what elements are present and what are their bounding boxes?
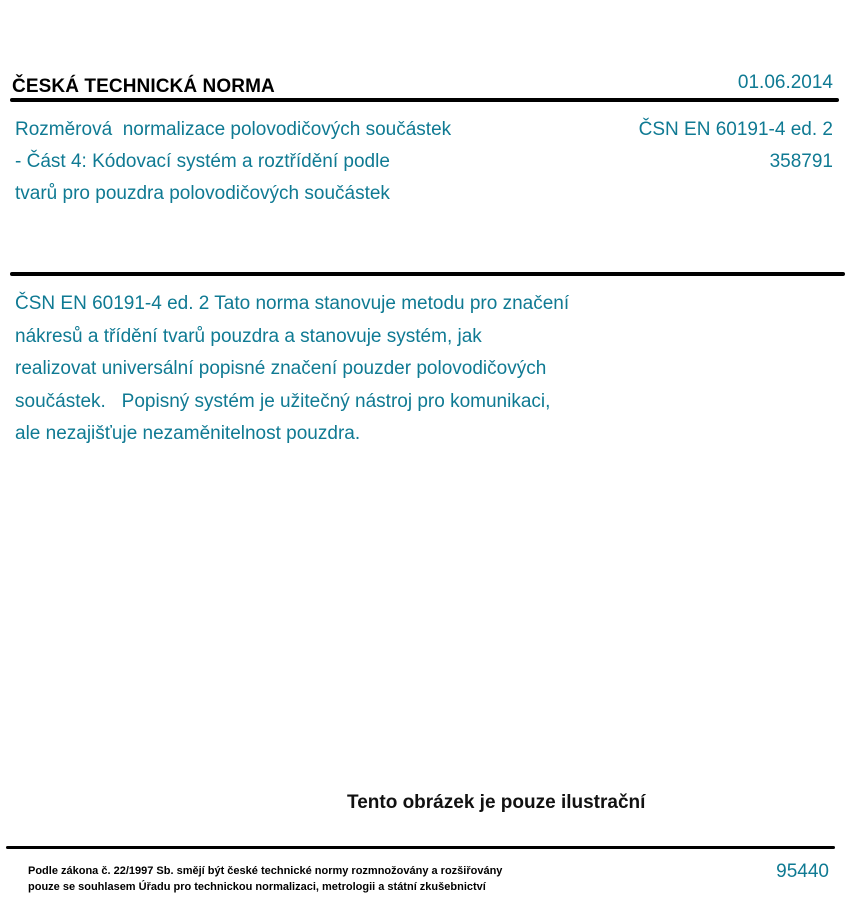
standard-identifiers (639, 114, 833, 178)
description-line: ČSN EN 60191-4 ed. 2 Tato norma stanovuje metodu pro značení (15, 293, 570, 314)
classification-number: 358791 (769, 151, 833, 172)
top-divider (10, 98, 839, 102)
document-heading: ČESKÁ TECHNICKÁ NORMA (12, 76, 275, 97)
legal-notice (28, 863, 502, 895)
standard-title-line: - Část 4: Kódovací systém a roztřídění podle (15, 151, 390, 172)
description-line: ale nezajišťuje nezaměnitelnost pouzdra. (15, 423, 361, 444)
legal-notice-line: pouze se souhlasem Úřadu pro technickou normalizaci, metrologii a státní zkušebnictví (28, 881, 486, 893)
description-line: součástek. Popisný systém je užitečný nástroj pro komunikaci, (15, 390, 551, 412)
standard-description (15, 288, 655, 451)
bottom-divider (6, 846, 835, 849)
standard-designation: ČSN EN 60191-4 ed. 2 (638, 119, 833, 140)
standard-title-line: Rozměrová normalizace polovodičových součástek (15, 119, 452, 140)
description-line: realizovat universální popisné značení pouzder polovodičových (15, 358, 547, 379)
illustration-note: Tento obrázek je pouze ilustrační (347, 792, 646, 813)
publication-date: 01.06.2014 (737, 72, 833, 93)
standard-title (15, 114, 535, 210)
standard-title-line: tvarů pro pouzdra polovodičových součástek (15, 183, 390, 204)
section-divider (10, 272, 845, 276)
description-line: nákresů a třídění tvarů pouzdra a stanovuje systém, jak (15, 325, 482, 347)
legal-notice-line: Podle zákona č. 22/1997 Sb. smějí být české technické normy rozmnožovány a rozšiřovány (28, 865, 503, 877)
catalog-number: 95440 (776, 861, 829, 882)
